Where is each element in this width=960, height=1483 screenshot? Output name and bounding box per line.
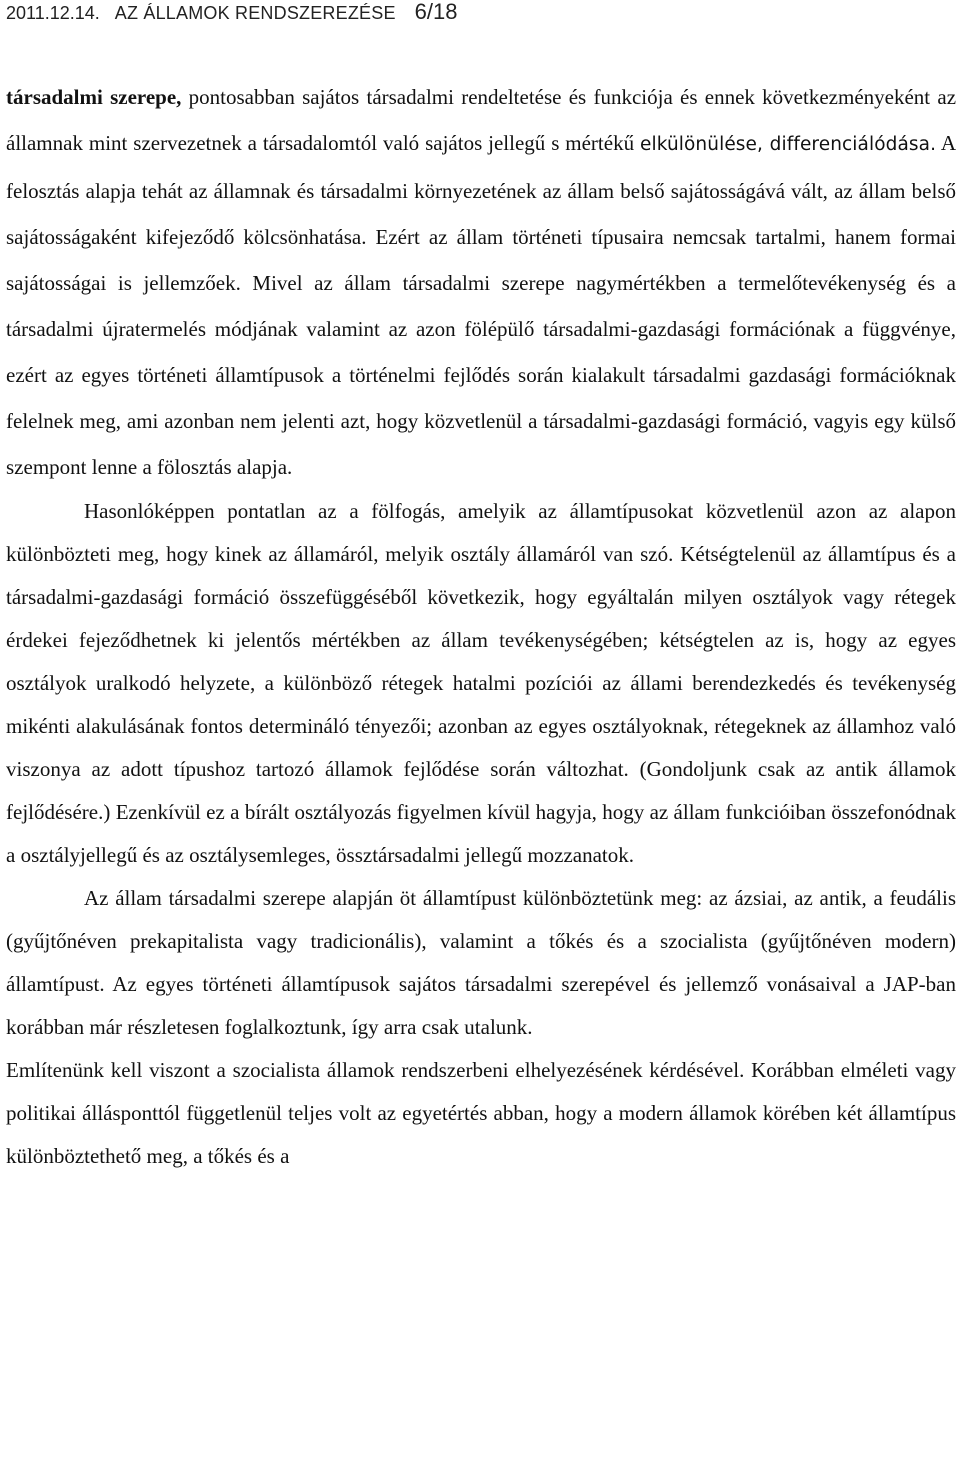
document-body <box>6 74 956 1178</box>
header-page-number: 6/18 <box>414 0 458 24</box>
paragraph-1 <box>6 74 956 490</box>
paragraph-2: Hasonlóképpen pontatlan az a fölfogás, amelyik az államtípusokat közvetlenül azon az alapon különbözteti meg, hogy kinek az államáról, melyik osztály államáról van szó. Kétségtelenül az államtípus és a társadalmi-gazdasági formáció összefüggéséből következik, hogy egyáltalán milyen osztályok vagy rétegek érdekei fejeződhetnek ki jelentős mértékben az állam tevékenységében; kétségtelen az is, hogy az egyes osztályok uralkodó helyzete, a különböző rétegek hatalmi pozíciói az állami berendezkedés és tevékenység mikénti alakulásának fontos determináló tényezői; azonban az egyes osztályoknak, rétegeknek az államhoz való viszonya az adott típushoz tartozó államok fejlődése során változhat. (Gondoljunk csak az antik államok fejlődésére.) Ezenkívül ez a bírált osztályozás figyelmen kívül hagyja, hogy az állam funkcióiban összefonódnak a osztályjellegű és az osztálysemleges, össztársadalmi jellegű mozzanatok. <box>6 499 956 867</box>
paragraph-3: Az állam társadalmi szerepe alapján öt államtípust különböztetünk meg: az ázsiai, az antik, a feudális (gyűjtőnéven prekapitalista vagy tradicionális), valamint a tőkés és a szocialista (gyűjtőnéven modern) államtípust. Az egyes történeti államtípusok sajátos társadalmi szerepével és jellemző vonásaival a JAP-ban korábban már részletesen foglalkoztunk, így arra csak utalunk. <box>6 886 956 1039</box>
paragraph-1-bold-lead: társadalmi szerepe, <box>6 85 182 109</box>
paragraph-4: Említenünk kell viszont a szocialista államok rendszerbeni elhelyezésének kérdésével. Korábban elméleti vagy politikai állásponttól függetlenül teljes volt az egyetértés abban, hogy a modern államok körében két államtípus különböztethető meg, a tőkés és a <box>6 1058 956 1168</box>
header-date: 2011.12.14. <box>6 3 100 23</box>
paragraph-1-text-a: pontosabban sajátos társadalmi rendeltetése és funkciója és ennek következményeként az államnak mint szervezetnek a társadalomtól való sajátos jellegű s mértékű <box>6 85 957 155</box>
paragraph-1-sans-text: elkülönülése, differenciálódása. <box>639 134 937 155</box>
page-header <box>6 0 458 30</box>
header-title: AZ ÁLLAMOK RENDSZEREZÉSE <box>114 3 396 23</box>
paragraph-1-text-b: A felosztás alapja tehát az államnak és társadalmi környezetének az állam belső sajátosságává vált, az állam belső sajátosságaként kifejeződő kölcsönhatása. Ezért az állam történeti típusaira nemcsak tartalmi, hanem formai sajátosságai is jellemzőek. Mivel az állam társadalmi szerepe nagymértékben a termelőtevékenység és a társadalmi újratermelés módjának valamint az azon fölépülő társadalmi-gazdasági formációnak a függvénye, ezért az egyes történeti államtípusok a történelmi fejlődés során kialakult társadalmi gazdasági formációknak felelnek meg, ami azonban nem jelenti azt, hogy közvetlenül a társadalmi-gazdasági formáció, vagyis egy külső szempont lenne a fölosztás alapja. <box>6 131 957 479</box>
